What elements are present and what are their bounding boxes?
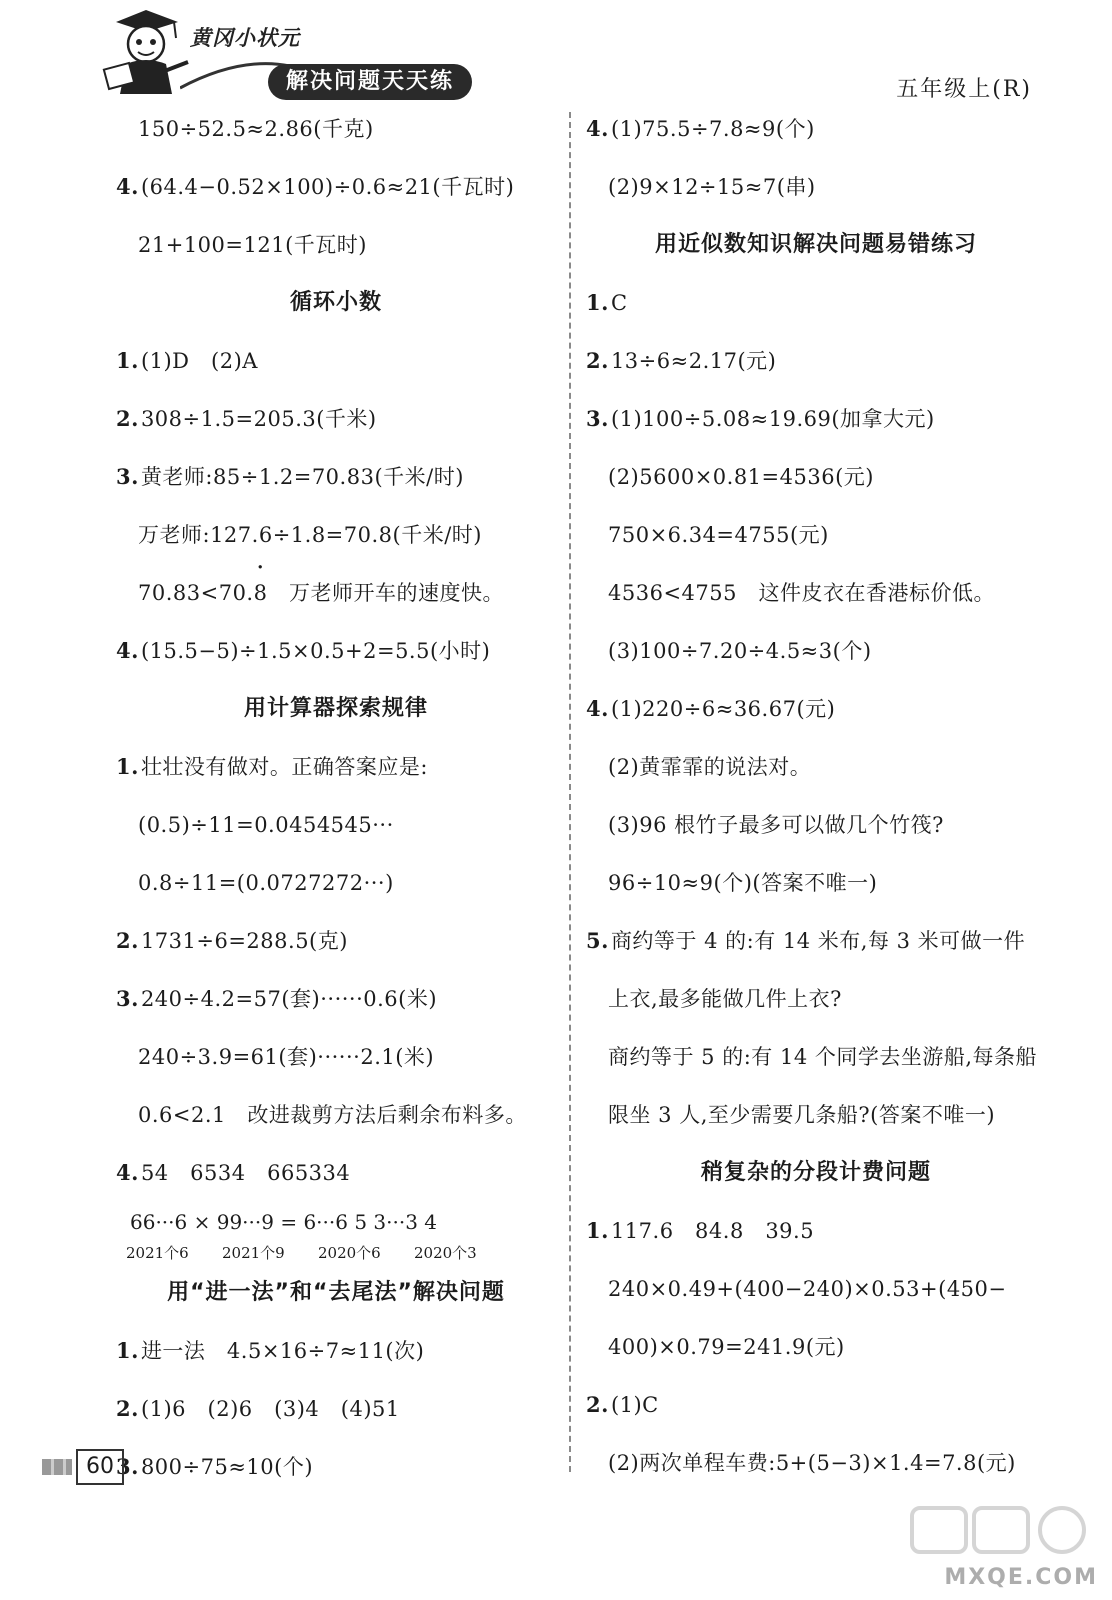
answer-text: 万老师开车的速度快。 <box>267 581 504 605</box>
answer-line: 150÷52.5≈2.86(千克) <box>138 117 374 141</box>
answer-text: 54 6534 665334 <box>140 1161 351 1185</box>
count-label: 2020个3 <box>414 1244 477 1262</box>
answer-line: (2)5600×0.81=4536(元) <box>608 465 874 489</box>
pattern-formula: 66···6 × 99···9 = 6···6 5 3···3 4 <box>130 1210 438 1234</box>
answer-text: 308÷1.5=205.3(千米) <box>140 407 377 431</box>
answer-text: (1)75.5÷7.8≈9(个) <box>610 117 815 141</box>
question-number: 4. <box>586 696 609 721</box>
answer-text: 进一法 4.5×16÷7≈11(次) <box>140 1339 425 1363</box>
pattern-counts <box>116 1242 556 1264</box>
answer-line: 限坐 3 人,至少需要几条船?(答案不唯一) <box>608 1103 996 1127</box>
pattern-expression <box>116 1202 556 1264</box>
answer-line <box>116 970 556 1028</box>
page-bars-icon <box>42 1459 72 1475</box>
section-title: 用“进一法”和“去尾法”解决问题 <box>167 1280 505 1305</box>
banner-title: 解决问题天天练 <box>268 64 472 100</box>
page-header <box>0 0 1112 110</box>
question-number: 4. <box>116 174 139 199</box>
answer-line: 96÷10≈9(个)(答案不唯一) <box>608 871 878 895</box>
answer-text: 70.83<70. <box>138 581 254 605</box>
question-number: 1. <box>586 290 609 315</box>
page-number-box: 60 <box>76 1449 124 1485</box>
answer-line: (0.5)÷11=0.0454545··· <box>138 813 394 837</box>
question-number: 5. <box>586 928 609 953</box>
answer-text: 黄老师:85÷1.2=70.83(千米/时) <box>140 465 464 489</box>
answer-text: 商约等于 4 的:有 14 米布,每 3 米可做一件 <box>610 929 1026 953</box>
answer-line: 0.6<2.1 改进裁剪方法后剩余布料多。 <box>138 1103 527 1127</box>
answer-line: (3)96 根竹子最多可以做几个竹筏? <box>608 813 944 837</box>
answer-line <box>116 390 556 448</box>
answer-line: 21+100=121(千瓦时) <box>138 233 367 257</box>
answer-line <box>116 332 556 390</box>
answer-line <box>586 1376 1046 1434</box>
answer-text: 240÷4.2=57(套)······0.6(米) <box>140 987 438 1011</box>
column-divider <box>569 112 571 1472</box>
answer-line: 240×0.49+(400−240)×0.53+(450− <box>608 1277 1007 1301</box>
answer-text: (1)C <box>610 1393 659 1417</box>
question-number: 2. <box>586 1392 609 1417</box>
question-number: 2. <box>586 348 609 373</box>
answer-line: 商约等于 5 的:有 14 个同学去坐游船,每条船 <box>608 1045 1038 1069</box>
section-title: 用计算器探索规律 <box>243 696 428 721</box>
answer-line <box>116 1438 556 1496</box>
answer-line: 4536<4755 这件皮衣在香港标价低。 <box>608 581 995 605</box>
left-column <box>116 100 556 1496</box>
question-number: 1. <box>586 1218 609 1243</box>
section-title: 循环小数 <box>289 290 382 315</box>
answer-line <box>116 1144 556 1202</box>
right-column <box>586 100 1046 1492</box>
answer-line: 400)×0.79=241.9(元) <box>608 1335 845 1359</box>
answer-text: 1731÷6=288.5(克) <box>140 929 348 953</box>
section-title: 稍复杂的分段计费问题 <box>700 1160 931 1185</box>
question-number: 4. <box>116 638 139 663</box>
repeating-digit: · 8 <box>254 581 268 605</box>
answer-line: 750×6.34=4755(元) <box>608 523 829 547</box>
question-number: 2. <box>116 928 139 953</box>
answer-line <box>116 1380 556 1438</box>
answer-line: 万老师:127.6÷1.8=70.8(千米/时) <box>138 523 483 547</box>
answer-text: C <box>610 291 628 315</box>
question-number: 2. <box>116 406 139 431</box>
answer-text: (1)D (2)A <box>140 349 258 373</box>
question-number: 4. <box>116 1160 139 1185</box>
question-number: 4. <box>586 116 609 141</box>
answer-line <box>586 680 1046 738</box>
answer-text: (1)6 (2)6 (3)4 (4)51 <box>140 1397 400 1421</box>
answer-line: (2)9×12÷15≈7(串) <box>608 175 816 199</box>
answer-line: 0.8÷11=(0.0727272···) <box>138 871 394 895</box>
answer-text: 13÷6≈2.17(元) <box>610 349 777 373</box>
answer-line <box>586 274 1046 332</box>
question-number: 3. <box>116 986 139 1011</box>
answer-text: 117.6 84.8 39.5 <box>610 1219 815 1243</box>
question-number: 1. <box>116 348 139 373</box>
answer-line <box>586 1202 1046 1260</box>
section-title: 用近似数知识解决问题易错练习 <box>654 232 977 257</box>
grade-label: 五年级上(R) <box>896 77 1032 102</box>
count-label: 2020个6 <box>318 1244 381 1262</box>
page-number <box>42 1450 124 1484</box>
answer-text: (64.4−0.52×100)÷0.6≈21(千瓦时) <box>140 175 515 199</box>
answer-text: (1)100÷5.08≈19.69(加拿大元) <box>610 407 935 431</box>
brand-title: 黄冈小状元 <box>190 25 300 50</box>
answer-line: (3)100÷7.20÷4.5≈3(个) <box>608 639 872 663</box>
answer-line: (2)两次单程车费:5+(5−3)×1.4=7.8(元) <box>608 1451 1016 1475</box>
question-number: 2. <box>116 1396 139 1421</box>
answer-line: 上衣,最多能做几件上衣? <box>608 987 842 1011</box>
watermark-text: MXQE.COM <box>944 1565 1098 1590</box>
answer-line: (2)黄霏霏的说法对。 <box>608 755 812 779</box>
count-label: 2021个9 <box>222 1244 285 1262</box>
answer-line <box>586 912 1046 970</box>
question-number: 3. <box>586 406 609 431</box>
question-number: 1. <box>116 754 139 779</box>
answer-line <box>586 390 1046 448</box>
answer-line <box>586 100 1046 158</box>
answer-line <box>116 912 556 970</box>
answer-line <box>116 448 556 506</box>
question-number: 1. <box>116 1338 139 1363</box>
answer-line <box>116 622 556 680</box>
answer-text: 壮壮没有做对。正确答案应是: <box>140 755 429 779</box>
question-number: 3. <box>116 464 139 489</box>
answer-line <box>116 564 556 622</box>
answer-text: 800÷75≈10(个) <box>140 1455 314 1479</box>
answer-line <box>586 332 1046 390</box>
count-label: 2021个6 <box>126 1244 189 1262</box>
answer-line <box>116 738 556 796</box>
answer-line <box>116 1322 556 1380</box>
answer-line: 240÷3.9=61(套)······2.1(米) <box>138 1045 435 1069</box>
answer-text: (15.5−5)÷1.5×0.5+2=5.5(小时) <box>140 639 491 663</box>
answer-line <box>116 158 556 216</box>
question-number: 3. <box>116 1454 139 1479</box>
answer-text: (1)220÷6≈36.67(元) <box>610 697 836 721</box>
